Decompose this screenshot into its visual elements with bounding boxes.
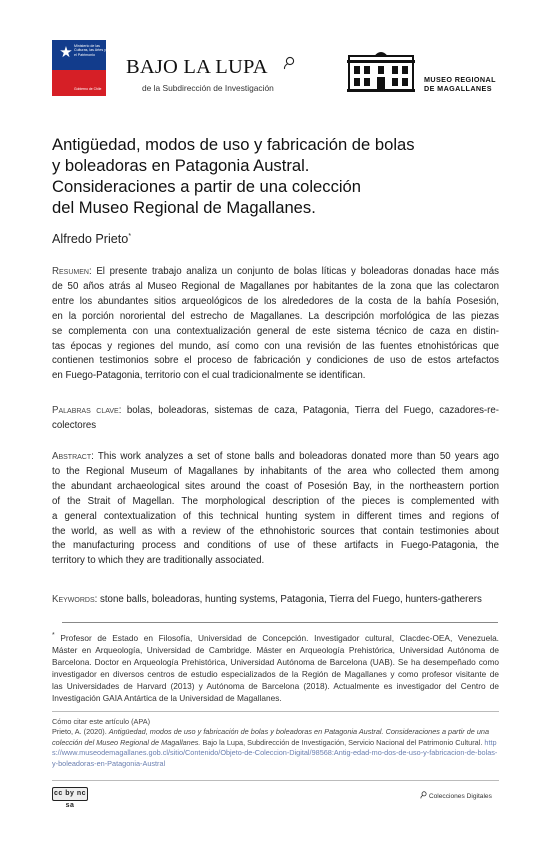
footnote-divider: [62, 622, 498, 623]
citation-text: Prieto, A. (2020). Antigüedad, modos de uso y fabricación de bolas y boleadoras en Patagonia Austral. Consideraciones a partir de una colección del Museo Regional de Magallanes. Bajo la Lupa, Subdirección de Investigación, Servicio Nacional del Patrimonio Cultural. https://www.museodemagallanes.gob.cl/sitio/Contenido/Objeto-de-Coleccion-Digital/98568:Antig-edad-mo-dos-de-uso-y-fabricacion-de-bolas-y-boleadoras-en-Patagonia-Austral: [52, 727, 498, 768]
museum-building-icon: [345, 48, 417, 94]
abstract-label: Abstract: [52, 451, 92, 462]
ministry-name: Ministerio de las Culturas, las Artes y el Patrimonio: [74, 44, 106, 57]
citation-link[interactable]: https://www.museodemagallanes.gob.cl/sitio/Contenido/Objeto-de-Coleccion-Digital/98568:Antig-edad-mo-dos-de-uso-y-fabricacion-de-bolas-y-boleadoras-en-Patagonia-Austral: [52, 737, 498, 768]
article-title: Antigüedad, modos de uso y fabricación de bolas y boleadoras en Patagonia Austral. Consideraciones a partir de una colección del Museo Regional de Magallanes.: [52, 135, 415, 217]
government-logo: [52, 40, 106, 96]
citation-divider: [52, 711, 499, 712]
citation-block: [52, 717, 499, 769]
resumen-label: Resumen: [52, 266, 89, 277]
cc-license-badge[interactable]: cc by nc sa: [52, 787, 88, 801]
footer-divider: [52, 780, 499, 781]
magnifier-small-icon: [420, 791, 427, 799]
keywords: Keywords: stone balls, boleadoras, hunting systems, Patagonia, Tierra del Fuego, hunters-gatherers: [52, 594, 482, 605]
resumen-paragraph: Resumen: El presente trabajo analiza un conjunto de bolas líticas y boleadoras donadas hace más de 50 años atrás al Museo Regional de Magallanes por habitantes de la zona que las colectaron entre los abundantes sitios arqueológicos de los alrededores de la costa de la bahía Posesión, en la porción nororiental del estrecho de Magallanes. La descripción morfológica de las piezas se complementa con una contextualización general de este sistema técnico de caza en distin- tas épocas y regiones del mundo, así como con una revisión de las fuentes etnohistóricas que contienen testimonios sobre el proceso de fabricación y condiciones de uso de estos artefactos en Fuego-Patagonia, territorio con el cual tradicionalmente se identifican.: [52, 266, 499, 382]
palabras-label: Palabras clave: [52, 405, 119, 416]
series-subtitle: de la Subdirección de Investigación: [142, 83, 274, 93]
magnifier-icon: [283, 56, 295, 74]
star-icon: ★: [59, 44, 73, 61]
author-footnote: * Profesor de Estado en Filosofía, Universidad de Concepción. Investigador cultural, Clacdec-OEA, Venezuela. Máster en Arqueología, Universidad de Cambridge. Máster en Arqueología Prehistórica, Universidad Autónoma de Barcelona. Doctor en Arqueología Prehistórica, Universidad Autónoma de Barcelona (UAB). Se ha desempeñado como investigador en diversos centros de estudio especializados de la Región de Magallanes y como profesor visitante de las Universidades de Harvard (2013) y Autónoma de Barcelona (2018). Actualmente es investigador del Centro de Investigación GAIA Antártica de la Universidad de Magallanes.: [52, 632, 499, 704]
keywords-label: Keywords: [52, 594, 95, 605]
museum-name: MUSEO REGIONAL DE MAGALLANES: [424, 75, 496, 93]
abstract-paragraph: Abstract: This work analyzes a set of stone balls and boleadoras donated more than 50 years ago to the Regional Museum of Magallanes by inhabitants of the area who collected them among the abundant archaeological sites around the coast of Posesión Bay, in the northeastern portion of the Strait of Magellan. The morphological description of the pieces is complemented with a general contextualization of this technical hunting system in different times and regions of the world, as well as with a review of the ethnohistoric sources that contain testimonies about the manufacturing process and conditions of use of these artifacts in Fuego-Patagonia, the territory to which they are traditionally associated.: [52, 451, 499, 567]
colecciones-brand: Colecciones Digitales: [420, 791, 492, 800]
series-title: BAJO LA LUPA: [126, 56, 268, 78]
citation-label: Cómo citar este artículo (APA): [52, 717, 150, 726]
palabras-clave: Palabras clave: bolas, boleadoras, sistemas de caza, Patagonia, Tierra del Fuego, cazadores-re- colectores: [52, 405, 499, 431]
gobierno-label: Gobierno de Chile: [74, 87, 102, 91]
author-name: Alfredo Prieto*: [52, 232, 132, 246]
